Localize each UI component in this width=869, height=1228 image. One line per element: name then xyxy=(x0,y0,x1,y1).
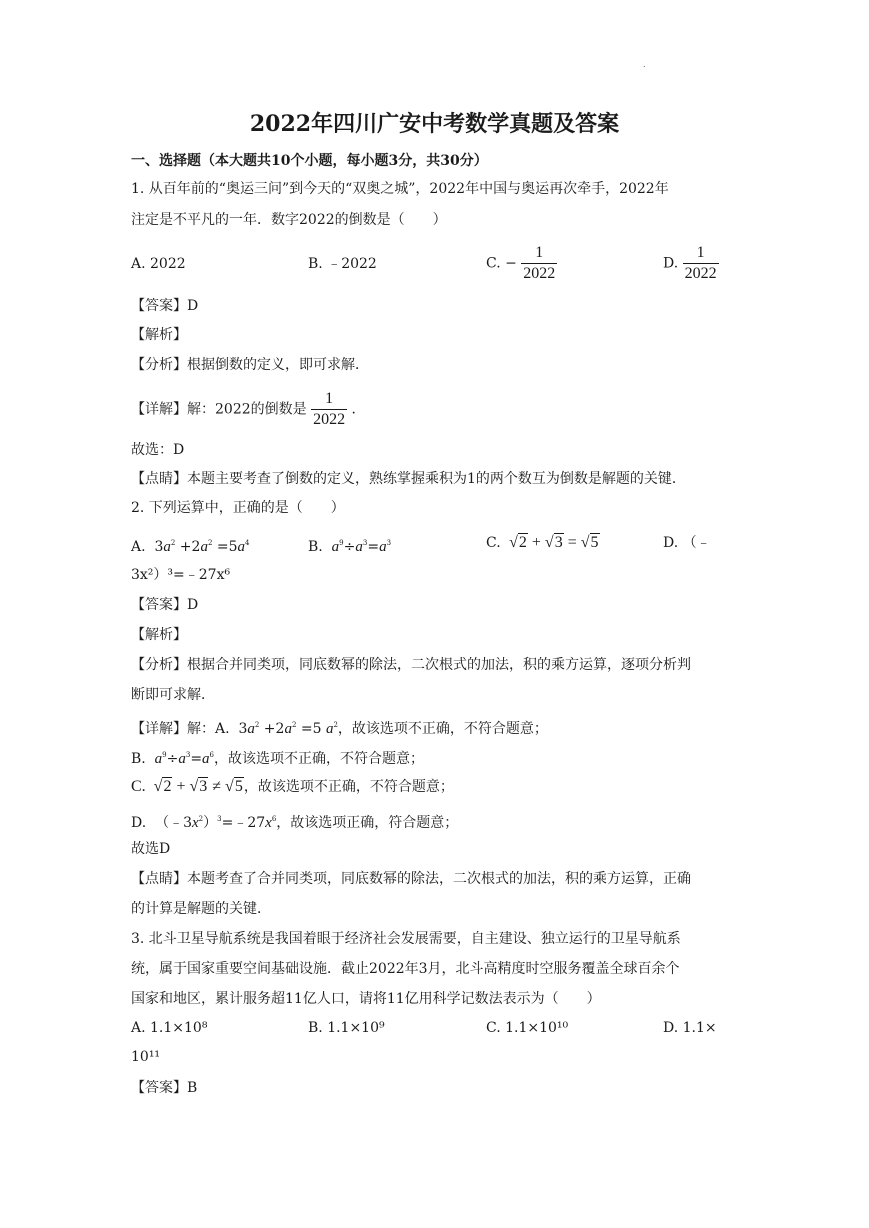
q2-analysis-label: 【解析】 xyxy=(131,627,187,643)
q2-detail-a-formula: $3a^2 +2a^2 =5$ $a^2$ xyxy=(234,721,338,737)
q2-option-d-cont: 3x²）³=﹣27x⁶ xyxy=(131,567,231,583)
q3-answer: 【答案】B xyxy=(131,1080,198,1096)
q2-option-c-label: C. xyxy=(486,535,501,551)
q1-choose: 故选：D xyxy=(131,442,185,458)
q2-dianjing-line2: 的计算是解题的关键． xyxy=(131,901,271,917)
q2-dianjing-line1: 【点睛】本题考查了合并同类项，同底数幂的除法，二次根式的加法，积的乘方运算，正确 xyxy=(131,871,691,887)
q2-detail-d xyxy=(131,809,458,833)
q3-option-d-cont: 10¹¹ xyxy=(131,1049,161,1065)
q2-detail-a-label: 【详解】解：A. xyxy=(131,721,230,737)
q2-option-d: D. （﹣ xyxy=(663,535,711,551)
q2-option-a-label: A. xyxy=(131,539,146,555)
q1-option-c-fraction xyxy=(521,243,557,284)
q1-detail-text: 【详解】解：2022的倒数是 xyxy=(131,401,307,418)
q1-detail-end: ． xyxy=(351,401,366,418)
q2-detail-c-text: ，故该选项不正确，不符合题意； xyxy=(243,779,454,795)
page-title: 2022年四川广安中考数学真题及答案 xyxy=(249,111,620,137)
header-dot: . xyxy=(643,60,646,69)
q2-option-a xyxy=(131,533,249,557)
fraction-numerator: 1 xyxy=(311,389,347,410)
q1-fenxi: 【分析】根据倒数的定义，即可求解． xyxy=(131,357,369,373)
q3-stem-line2: 统，属于国家重要空间基础设施．截止2022年3月，北斗高精度时空服务覆盖全球百余个 xyxy=(131,961,680,977)
q2-option-a-formula: $3a^2 +2a^2 =5a^4$ xyxy=(150,539,250,555)
fraction-numerator: 1 xyxy=(683,243,719,264)
q3-option-d: D. 1.1× xyxy=(663,1020,717,1036)
q2-detail-b-formula: B. $a^9\div a^3=a^6$ xyxy=(131,751,215,767)
q2-option-b-label: B. xyxy=(308,539,323,555)
q1-analysis-label: 【解析】 xyxy=(131,327,187,343)
q2-detail-b xyxy=(131,745,424,769)
q1-option-b: B. ﹣2022 xyxy=(308,256,377,272)
q1-option-d xyxy=(663,243,719,284)
fraction-numerator: 1 xyxy=(521,243,557,264)
q2-detail-d-formula: D. $(﹣3x^2)^3=﹣27x^6$ xyxy=(131,815,277,831)
q2-detail-a-text: ，故该选项不正确，不符合题意； xyxy=(337,721,548,737)
section-heading: 一、选择题（本大题共10个小题，每小题3分，共30分） xyxy=(131,153,488,169)
q2-option-b xyxy=(308,533,391,557)
q1-stem-line1: 1. 从百年前的“奥运三问”到今天的“双奥之城”，2022年中国与奥运再次牵手，2022年 xyxy=(131,181,669,197)
q3-option-c: C. 1.1×10¹⁰ xyxy=(486,1020,569,1036)
q2-detail-c-formula: C. √2 + √3 ≠ √5 xyxy=(131,778,243,795)
q3-stem-line1: 3. 北斗卫星导航系统是我国着眼于经济社会发展需要，自主建设、独立运行的卫星导航系 xyxy=(131,931,681,947)
q1-answer: 【答案】D xyxy=(131,298,199,314)
q2-detail-d-text: ，故该选项正确，符合题意； xyxy=(276,815,459,831)
q2-fenxi-line1: 【分析】根据合并同类项，同底数幂的除法，二次根式的加法，积的乘方运算，逐项分析判 xyxy=(131,657,691,673)
q3-stem-line3: 国家和地区，累计服务超11亿人口，请将11亿用科学记数法表示为（ ） xyxy=(131,991,601,1007)
q2-choose: 故选D xyxy=(131,841,171,857)
q3-option-a: A. 1.1×10⁸ xyxy=(131,1020,208,1036)
q2-detail-c xyxy=(131,777,454,797)
q2-detail-a xyxy=(131,715,548,739)
q1-option-d-fraction xyxy=(683,243,719,284)
fraction-denominator: 2022 xyxy=(523,265,556,282)
q1-option-c-label: C. − xyxy=(486,255,517,272)
fraction-denominator: 2022 xyxy=(313,411,346,428)
q3-option-b: B. 1.1×10⁹ xyxy=(308,1020,385,1036)
q1-dianjing: 【点睛】本题主要考查了倒数的定义，熟练掌握乘积为1的两个数互为倒数是解题的关键． xyxy=(131,471,686,487)
q2-option-b-formula: $a^9\div a^3=a^3$ xyxy=(331,539,392,555)
q2-stem: 2. 下列运算中，正确的是（ ） xyxy=(131,500,345,516)
q2-answer: 【答案】D xyxy=(131,597,199,613)
q2-option-c xyxy=(486,533,600,553)
q1-option-a: A. 2022 xyxy=(131,256,186,272)
q2-detail-b-text: ，故该选项不正确，不符合题意； xyxy=(214,751,425,767)
q1-option-c xyxy=(486,243,557,284)
q1-option-d-label: D. xyxy=(663,255,679,272)
q1-detail-fraction xyxy=(311,389,347,430)
q1-stem-line2: 注定是不平凡的一年．数字2022的倒数是（ ） xyxy=(131,212,447,228)
fraction-denominator: 2022 xyxy=(684,265,717,282)
q1-detail xyxy=(131,389,366,430)
q2-fenxi-line2: 断即可求解． xyxy=(131,687,215,703)
q2-option-c-formula: √2 + √3 = √5 xyxy=(505,534,599,551)
